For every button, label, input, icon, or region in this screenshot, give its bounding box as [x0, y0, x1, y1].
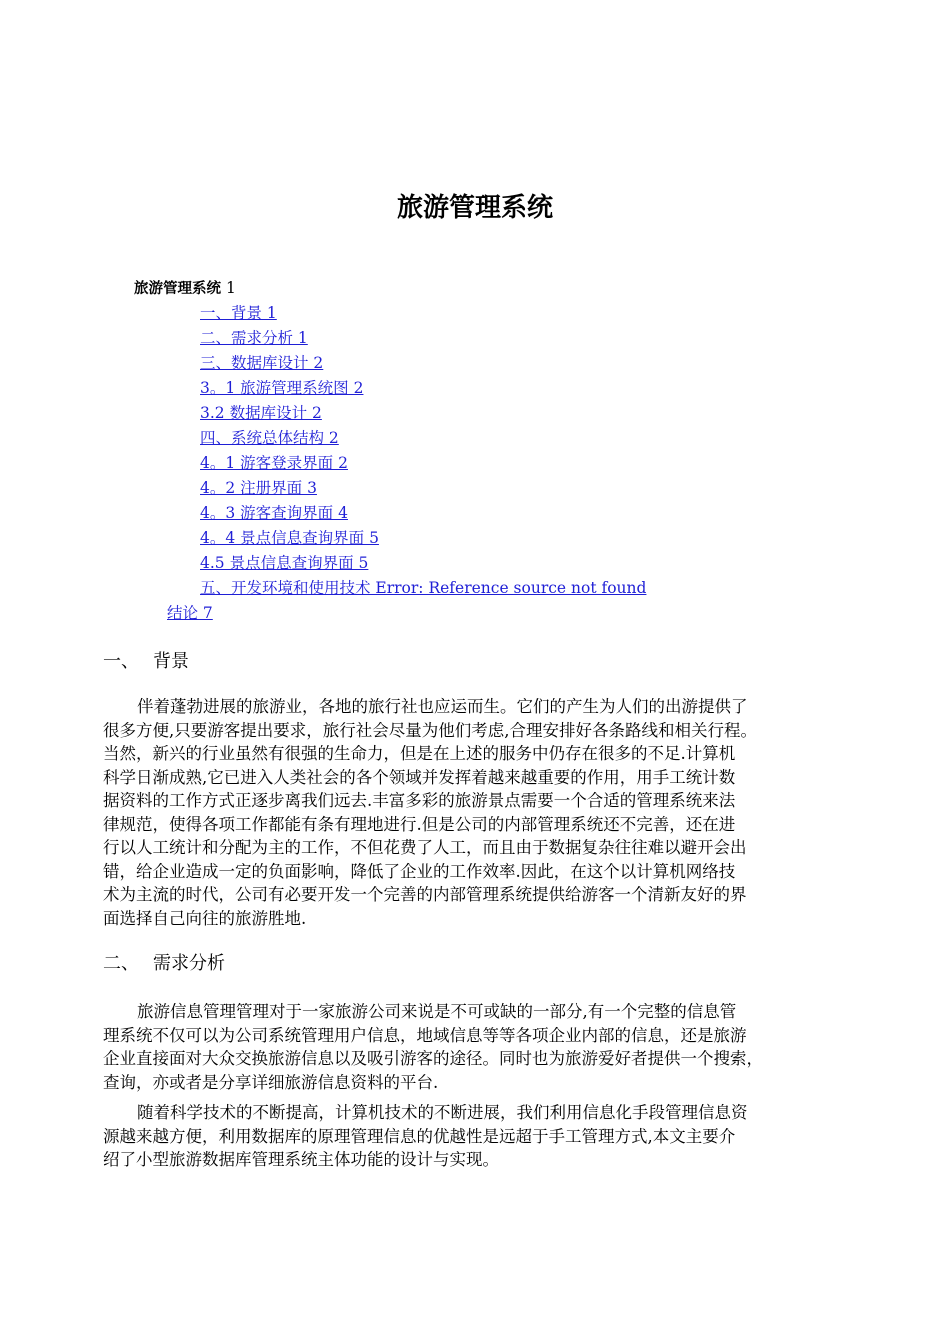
paragraph-line: 查询，亦或者是分享详细旅游信息资料的平台. — [103, 1072, 439, 1092]
paragraph-line: 面选择自己向往的旅游胜地. — [103, 908, 307, 928]
section-title: 背景 — [153, 651, 189, 672]
paragraph-line: 旅游信息管理管理对于一家旅游公司来说是不可或缺的一部分,有一个完整的信息管 — [137, 1002, 737, 1021]
paragraph-line: 源越来越方便，利用数据库的原理管理信息的优越性是远超于手工管理方式,本文主要介 — [103, 1126, 736, 1146]
paragraph-line: 据资料的工作方式正逐步离我们远去.丰富多彩的旅游景点需要一个合适的管理系统来法 — [103, 791, 736, 810]
section-number: 一、 — [103, 651, 139, 672]
toc-link-background[interactable]: 一、背景 1 — [200, 304, 277, 322]
background-paragraph — [103, 695, 863, 930]
paragraph-line: 错，给企业造成一定的负面影响，降低了企业的工作效率.因此，在这个以计算机网络技 — [103, 861, 736, 881]
toc-link-system-diagram[interactable]: 3。1 旅游管理系统图 2 — [200, 379, 364, 397]
toc-link-login-page[interactable]: 4。1 游客登录界面 2 — [200, 454, 348, 472]
toc-main-title: 旅游管理系统 — [134, 281, 221, 297]
section-heading-requirements — [103, 951, 225, 977]
toc-main-page: 1 — [225, 279, 236, 297]
table-of-contents — [0, 276, 950, 626]
toc-link-dev-environment[interactable]: 五、开发环境和使用技术 Error: Reference source not found — [200, 579, 647, 597]
paragraph-line: 绍了小型旅游数据库管理系统主体功能的设计与实现。 — [103, 1150, 499, 1169]
paragraph-line: 伴着蓬勃进展的旅游业，各地的旅行社也应运而生。它们的产生为人们的出游提供了 — [137, 697, 748, 716]
paragraph-line: 行以人工统计和分配为主的工作，不但花费了人工，而且由于数据复杂往往难以避开会出 — [103, 838, 747, 857]
toc-link-database-design[interactable]: 三、数据库设计 2 — [200, 354, 324, 372]
toc-link-db-design-detail[interactable]: 3.2 数据库设计 2 — [200, 404, 322, 422]
paragraph-line: 很多方便,只要游客提出要求，旅行社会尽量为他们考虑,合理安排好各条路线和相关行程。 — [103, 720, 757, 740]
document-title: 旅游管理系统 — [396, 193, 553, 223]
toc-link-scenic-query-page-2[interactable]: 4.5 景点信息查询界面 5 — [200, 554, 369, 572]
toc-link-register-page[interactable]: 4。2 注册界面 3 — [200, 479, 317, 497]
requirements-paragraph-2 — [103, 1101, 863, 1172]
paragraph-line: 理系统不仅可以为公司系统管理用户信息，地域信息等等各项企业内部的信息，还是旅游 — [103, 1025, 747, 1045]
toc-link-visitor-query-page[interactable]: 4。3 游客查询界面 4 — [200, 504, 348, 522]
paragraph-line: 随着科学技术的不断提高，计算机技术的不断进展，我们利用信息化手段管理信息资 — [137, 1103, 748, 1122]
section-heading-background — [103, 649, 189, 675]
toc-link-system-structure[interactable]: 四、系统总体结构 2 — [200, 429, 339, 447]
paragraph-line: 律规范，使得各项工作都能有条有理地进行.但是公司的内部管理系统还不完善，还在进 — [103, 814, 736, 834]
toc-link-scenic-query-page[interactable]: 4。4 景点信息查询界面 5 — [200, 529, 379, 547]
paragraph-line: 当然，新兴的行业虽然有很强的生命力，但是在上述的服务中仍存在很多的不足.计算机 — [103, 744, 736, 763]
paragraph-line: 科学日渐成熟,它已进入人类社会的各个领域并发挥着越来越重要的作用，用手工统计数 — [103, 767, 736, 787]
section-number: 二、 — [103, 953, 139, 974]
paragraph-line: 企业直接面对大众交换旅游信息以及吸引游客的途径。同时也为旅游爱好者提供一个搜索， — [103, 1049, 763, 1068]
toc-entry-main — [0, 276, 950, 301]
toc-link-conclusion[interactable]: 结论 7 — [167, 604, 213, 622]
section-title: 需求分析 — [153, 953, 225, 974]
toc-link-requirements[interactable]: 二、需求分析 1 — [200, 329, 308, 347]
paragraph-line: 术为主流的时代，公司有必要开发一个完善的内部管理系统提供给游客一个清新友好的界 — [103, 885, 747, 904]
requirements-paragraph-1 — [103, 1000, 863, 1094]
